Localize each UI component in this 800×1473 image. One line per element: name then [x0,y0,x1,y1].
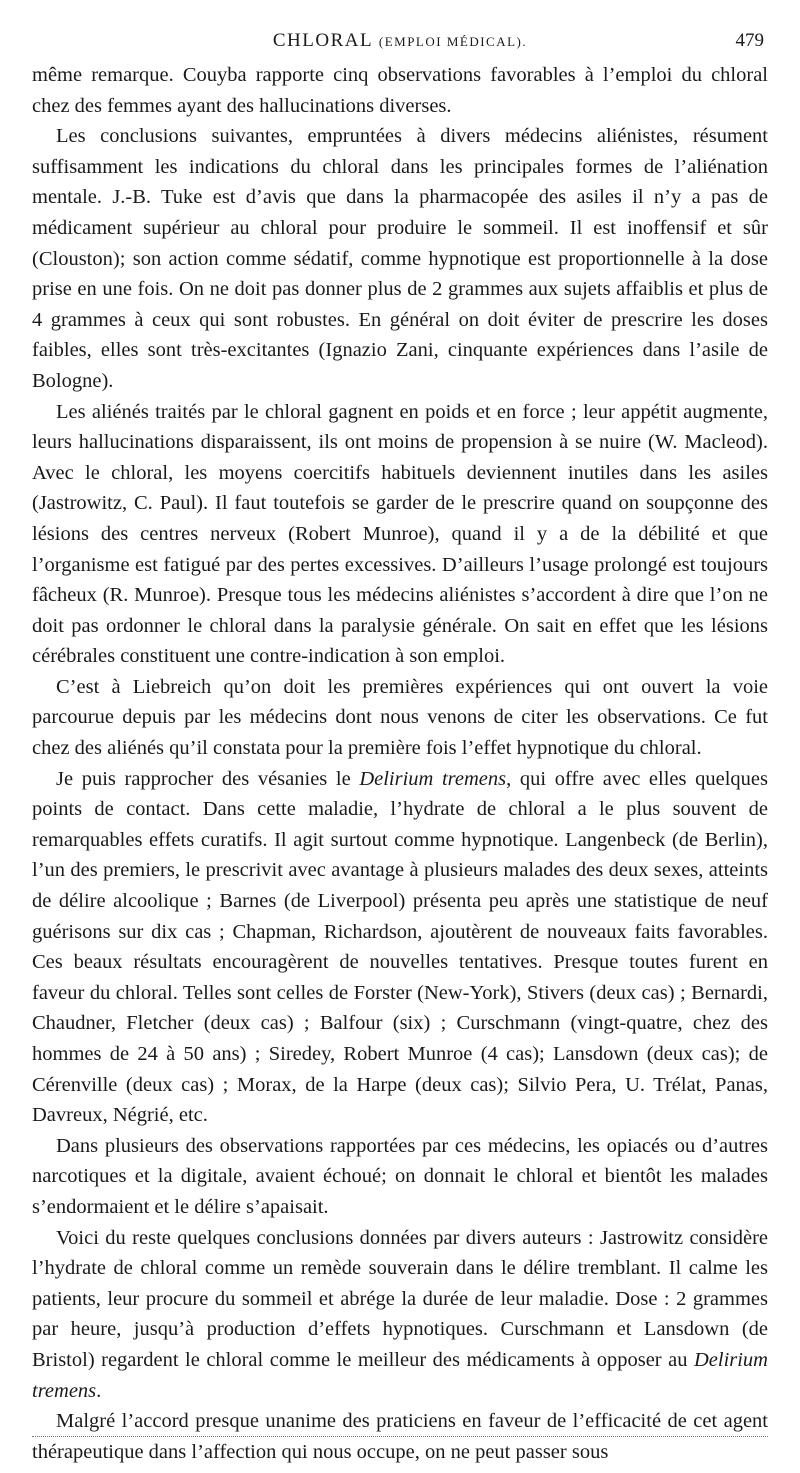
paragraph [32,397,768,672]
running-title-sub: (EMPLOI MÉDICAL). [378,34,528,49]
paragraph [32,1223,768,1407]
text-run: Les aliénés traités par le chloral gagnent en poids et en force ; leur appétit augmente, leurs hallucinations disparaissent, ils ont moins de propension à se nuire (W. Macleod). Avec le chloral, les moyens coercitifs habituels deviennent inutiles dans les asiles (Jastrowitz, C. Paul). Il faut toutefois se garder de le prescrire quand on soupçonne des lésions des centres nerveux (Robert Munroe), quand il y a de la débilité et que l’organisme est fatigué par des pertes excessives. D’ailleurs l’usage prolongé est toujours fâcheux (R. Munroe). Presque tous les médecins aliénistes s’accordent à dire que l’on ne doit pas ordonner le chloral dans la paralysie générale. On sait en effet que les lésions cérébrales constituent une contre-indication à son emploi. [32,400,768,668]
text-run: C’est à Liebreich qu’on doit les premières expériences qui ont ouvert la voie parcourue depuis par les médecins dont nous venons de citer les observations. Ce fut chez des aliénés qu’il constata pour la première fois l’effet hypnotique du chloral. [32,675,768,760]
paragraph [32,764,768,1131]
text-run: Dans plusieurs des observations rapportées par ces médecins, les opiacés ou d’autres narcotiques et la digitale, avaient échoué; on donnait le chloral et bientôt les malades s’endormaient et le délire s’apaisait. [32,1134,768,1218]
book-page [32,26,768,1467]
text-run: Les conclusions suivantes, empruntées à divers médecins aliénistes, résument suffisamment les indications du chloral dans les principales formes de l’aliénation mentale. J.-B. Tuke est d’avis que dans la pharmacopée des asiles il n’y a pas de médicament supérieur au chloral pour produire le sommeil. Il est inoffensif et sûr (Clouston); son action comme sédatif, comme hypnotique est proportionnelle à la dose prise en une fois. On ne doit pas donner plus de 2 grammes aux sujets affaiblis et plus de 4 grammes à ceux qui sont robustes. En général on doit éviter de prescrire les doses faibles, elles sont très-excitantes (Ignazio Zani, cinquante expériences dans l’asile de Bologne). [32,125,768,392]
text-run: même remarque. Couyba rapporte cinq observations favorables à l’emploi du chloral chez des femmes ayant des hallucinations diverses. [32,64,768,117]
italic-term: Delirium tremens [359,767,507,790]
page-number: 479 [735,30,764,51]
paragraph [32,60,768,121]
footer-divider [32,1436,768,1437]
paragraph [32,121,768,396]
running-title [32,30,768,52]
text-run: , qui offre avec elles quelques points de contact. Dans cette maladie, l’hydrate de chloral a le plus souvent de remarquables effets curatifs. Il agit surtout comme hypnotique. Langenbeck (de Berlin), l’un des premiers, le prescrivit avec avantage à plusieurs malades des deux sexes, atteints de délire alcoolique ; Barnes (de Liverpool) présenta peu après une statistique de neuf guérisons sur dix cas ; Chapman, Richardson, ajoutèrent de nouveaux faits favorables. Ces beaux résultats encouragèrent de nouvelles tentatives. Presque toutes furent en faveur du chloral. Telles sont celles de Forster (New-York), Stivers (deux cas) ; Bernardi, Chaudner, Fletcher (deux cas) ; Balfour (six) ; Curschmann (vingt-quatre, chez des hommes de 24 à 50 ans) ; Siredey, Robert Munroe (4 cas); Lansdown (deux cas); de Cérenville (deux cas) ; Morax, de la Harpe (deux cas); Silvio Pera, U. Trélat, Panas, Davreux, Négrié, etc. [32,767,768,1127]
running-title-main: CHLORAL [272,30,374,51]
text-run: Voici du reste quelques conclusions données par divers auteurs : Jastrowitz considère l’hydrate de chloral comme un remède souverain dans le délire tremblant. Il calme les patients, leur procure du sommeil et abrége la durée de leur maladie. Dose : 2 grammes par heure, jusqu’à production d’effets hypnotiques. Curschmann et Lansdown (de Bristol) regardent le chloral comme le meilleur des médicaments à opposer au [32,1226,768,1371]
italic-term: Delirium tremens [32,1348,768,1402]
paragraph [32,672,768,764]
text-run: Malgré l’accord presque unanime des praticiens en faveur de l’efficacité de cet agent thérapeutique dans l’affection qui nous occupe, on ne peut passer sous [32,1410,768,1463]
text-run: . [96,1379,102,1402]
text-run: Je puis rapprocher des vésanies le [56,767,360,790]
paragraph [32,1131,768,1223]
body-text [32,60,768,1467]
running-head [32,26,768,60]
